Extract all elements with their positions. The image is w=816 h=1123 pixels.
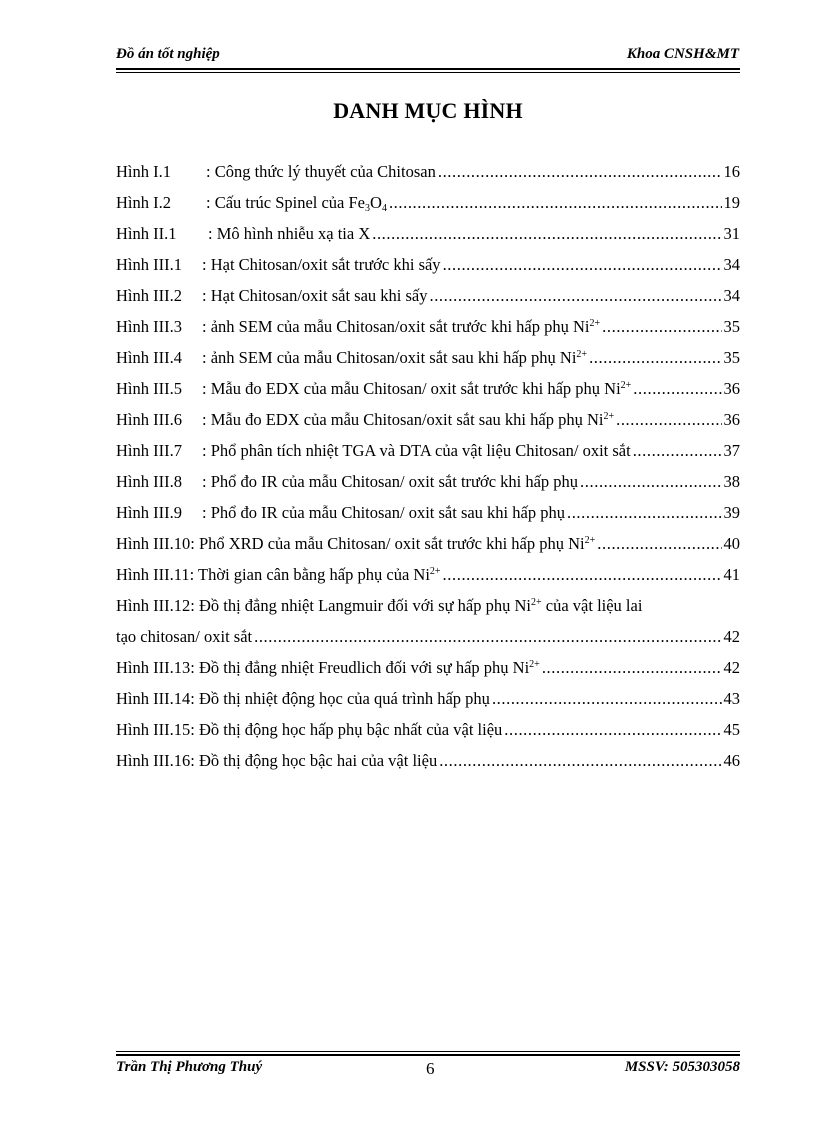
- dot-leader: [254, 627, 721, 647]
- figure-number: Hình III.10: [116, 534, 191, 553]
- dot-leader: [438, 162, 722, 182]
- figure-number: Hình III.3: [116, 317, 182, 336]
- figure-number: Hình III.9: [116, 503, 182, 522]
- figure-caption-continued: tạo chitosan/ oxit sắt: [116, 627, 253, 646]
- page-number: 38: [723, 472, 740, 491]
- figure-number: Hình III.7: [116, 441, 182, 460]
- dot-leader: [443, 255, 722, 275]
- header-rule-thick: [116, 68, 740, 70]
- figure-number: Hình III.1: [116, 255, 182, 274]
- list-item: [116, 503, 740, 534]
- page-number: 42: [723, 627, 740, 646]
- dot-leader: [580, 472, 721, 492]
- list-item: [116, 689, 740, 720]
- figure-number: Hình III.13: [116, 658, 191, 677]
- dot-leader: [616, 410, 721, 430]
- footer-rule-thick: [116, 1054, 740, 1056]
- student-id: MSSV: 505303058: [624, 1059, 740, 1075]
- figure-caption: : Đồ thị nhiệt động học của quá trình hấp phụ: [190, 689, 490, 708]
- list-item: [116, 193, 740, 224]
- figure-caption: : Mô hình nhiễu xạ tia X: [208, 224, 371, 243]
- list-item: [116, 472, 740, 503]
- page-number: 45: [723, 720, 740, 739]
- footer-page-number: 6: [426, 1059, 435, 1078]
- list-item: [116, 286, 740, 317]
- figure-caption: : Mẫu đo EDX của mẫu Chitosan/ oxit sắt trước khi hấp phụ $Ni^{2+}$: [202, 379, 632, 398]
- page-number: 35: [723, 348, 740, 367]
- list-item: [116, 441, 740, 472]
- dot-leader: [602, 317, 721, 337]
- list-item: [116, 162, 740, 193]
- figure-number: Hình II.1: [116, 224, 177, 243]
- page-number: 46: [723, 751, 740, 770]
- figure-caption: : Đồ thị đẳng nhiệt Langmuir đối với sự hấp phụ $Ni^{2+}$ của vật liệu lai: [190, 596, 643, 615]
- figure-caption: : Hạt Chitosan/oxit sắt trước khi sấy: [202, 255, 441, 274]
- dot-leader: [633, 379, 721, 399]
- figure-caption: : Phổ đo IR của mẫu Chitosan/ oxit sắt sau khi hấp phụ: [202, 503, 565, 522]
- list-item: [116, 658, 740, 689]
- figure-number: Hình III.6: [116, 410, 182, 429]
- header-right-text: Khoa CNSH&MT: [626, 46, 739, 62]
- figure-number: Hình I.2: [116, 193, 171, 212]
- page-number: 37: [723, 441, 740, 460]
- figure-number: Hình I.1: [116, 162, 171, 181]
- list-item: [116, 255, 740, 286]
- figure-caption: : Phổ phân tích nhiệt TGA và DTA của vật liệu Chitosan/ oxit sắt: [202, 441, 631, 460]
- figure-list: [116, 162, 740, 782]
- figure-caption: : ảnh SEM của mẫu Chitosan/oxit sắt trước khi hấp phụ $Ni^{2+}$: [202, 317, 601, 336]
- dot-leader: [389, 193, 722, 213]
- figure-number: Hình III.15: [116, 720, 191, 739]
- dot-leader: [567, 503, 722, 523]
- dot-leader: [542, 658, 722, 678]
- figure-number: Hình III.4: [116, 348, 182, 367]
- dot-leader: [443, 565, 722, 585]
- list-item: [116, 751, 740, 782]
- page-number: 16: [723, 162, 740, 181]
- figure-caption: : Phổ đo IR của mẫu Chitosan/ oxit sắt trước khi hấp phụ: [202, 472, 579, 491]
- figure-number: Hình III.14: [116, 689, 191, 708]
- list-item-continuation: [116, 627, 740, 658]
- figure-caption: : Phổ XRD của mẫu Chitosan/ oxit sắt trước khi hấp phụ $Ni^{2+}$: [190, 534, 596, 553]
- figure-caption: : Đồ thị đẳng nhiệt Freudlich đối với sự hấp phụ $Ni^{2+}$: [190, 658, 540, 677]
- figure-caption: : Cấu trúc Spinel của $Fe_3O_4$: [206, 193, 387, 214]
- list-item: [116, 534, 740, 565]
- page-number: 35: [723, 317, 740, 336]
- list-item-first-line: [116, 596, 740, 627]
- list-item: [116, 410, 740, 441]
- dot-leader: [597, 534, 721, 554]
- page-footer: [116, 1057, 740, 1079]
- dot-leader: [589, 348, 721, 368]
- dot-leader: [429, 286, 721, 306]
- header-rule-thin: [116, 72, 740, 73]
- header-left-text: Đồ án tốt nghiệp: [116, 46, 220, 62]
- page-number: 19: [723, 193, 740, 212]
- figure-caption: : Hạt Chitosan/oxit sắt sau khi sấy: [202, 286, 428, 305]
- list-item: [116, 317, 740, 348]
- page-number: 34: [723, 255, 740, 274]
- figure-number: Hình III.11: [116, 565, 190, 584]
- figure-caption: : Đồ thị động học hấp phụ bậc nhất của vật liệu: [190, 720, 503, 739]
- page-number: 40: [723, 534, 740, 553]
- page-number: 39: [723, 503, 740, 522]
- page-number: 41: [723, 565, 740, 584]
- figure-caption: : Đồ thị động học bậc hai của vật liệu: [190, 751, 438, 770]
- page-number: 36: [723, 410, 740, 429]
- page-header: [116, 44, 739, 66]
- dot-leader: [372, 224, 721, 244]
- figure-caption: : ảnh SEM của mẫu Chitosan/oxit sắt sau khi hấp phụ $Ni^{2+}$: [202, 348, 588, 367]
- dot-leader: [492, 689, 722, 709]
- page-number: 43: [723, 689, 740, 708]
- author-name: Trần Thị Phương Thuý: [116, 1059, 263, 1075]
- figure-number: Hình III.12: [116, 596, 191, 615]
- figure-caption: : Công thức lý thuyết của Chitosan: [206, 162, 436, 181]
- page-title: DANH MỤC HÌNH: [333, 98, 523, 123]
- list-item: [116, 379, 740, 410]
- list-item: [116, 720, 740, 751]
- figure-number: Hình III.16: [116, 751, 191, 770]
- figure-number: Hình III.8: [116, 472, 182, 491]
- dot-leader: [504, 720, 721, 740]
- figure-number: Hình III.2: [116, 286, 182, 305]
- dot-leader: [439, 751, 721, 771]
- figure-caption: : Mẫu đo EDX của mẫu Chitosan/oxit sắt sau khi hấp phụ $Ni^{2+}$: [202, 410, 615, 429]
- page-number: 34: [723, 286, 740, 305]
- list-item: [116, 224, 740, 255]
- page-number: 42: [723, 658, 740, 677]
- list-item: [116, 565, 740, 596]
- dot-leader: [633, 441, 722, 461]
- page-number: 36: [723, 379, 740, 398]
- footer-rule-thin: [116, 1051, 740, 1052]
- figure-caption: : Thời gian cân bằng hấp phụ của $Ni^{2+}$: [189, 565, 441, 584]
- list-item: [116, 348, 740, 379]
- figure-number: Hình III.5: [116, 379, 182, 398]
- page-number: 31: [723, 224, 740, 243]
